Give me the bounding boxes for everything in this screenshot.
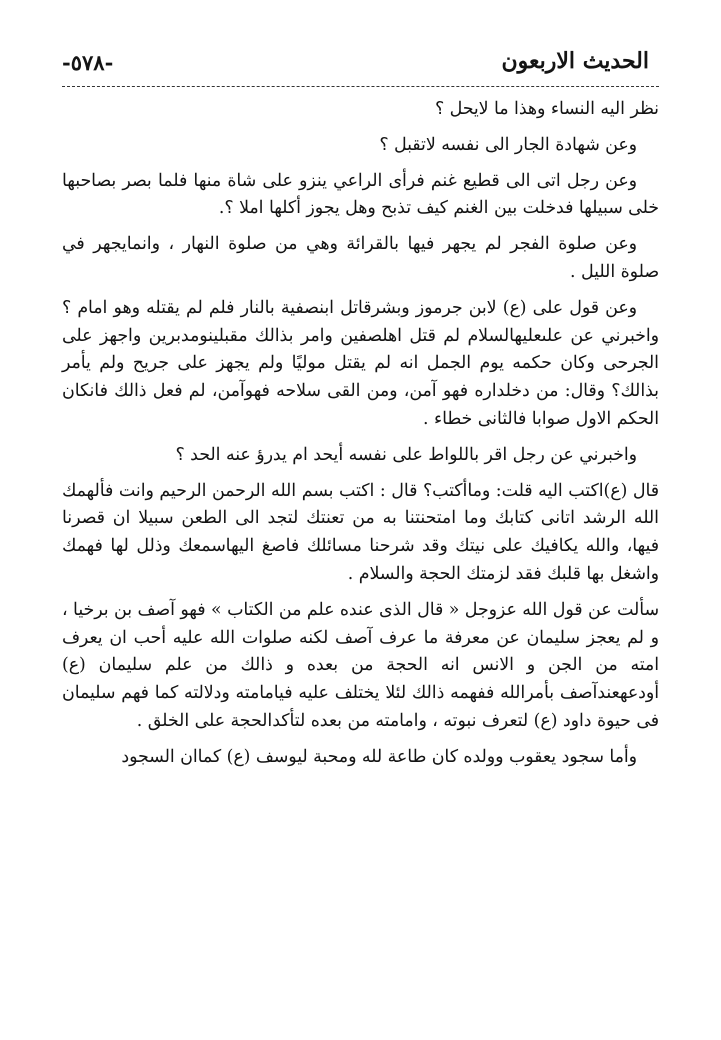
paragraph-2: وعن شهادة الجار الى نفسه لاتقبل ؟ [379,134,637,155]
paragraph-5: وعن قول على (ع) لابن جرموز وبشرقاتل ابنصفية بالنار فلم لم يقتله وهو امام ؟ واخبرني عن علىعليهالسلام لم قتل اهلصفين وامر بذالك مقبلينومدبرين واجهز على الجرحى وكان حكمه يوم الجمل انه لم يقتل موليًا ولم يجهز على جريح ولم يأمر بذالك؟ وقال: من دخلداره فهو آمن، ومن القى سلاحه فهوآمن، لم فعل ذالك فانكان الحكم الاول صوابا فالثانى خطاء . [62,297,659,429]
paragraph-7: قال (ع)اكتب اليه قلت: وماأكتب؟ قال : اكتب بسم الله الرحمن الرحيم وانت فألهمك الله الرشد اتانى كتابك وما امتحنتنا به من تعنتك لتجد الى الطعن سبيلا ان قصرنا فيها، والله يكافيك على نيتك وقد شرحنا مسائلك فاصغ اليهاسمعك وذلل لها فهمك واشغل بها قلبك فقد لزمتك الحجة والسلام . [62,480,659,584]
page-body [62,96,659,780]
paragraph-1: نظر اليه النساء وهذا ما لايحل ؟ [434,99,659,119]
paragraph-6: واخبرني عن رجل اقر باللواط على نفسه أيحد ام يدرؤ عنه الحد ؟ [175,444,637,465]
paragraph-3: وعن رجل اتى الى قطيع غنم فرأى الراعي ينزو على شاة منها فلما بصر بصاحبها خلى سبيلها فدخلت بين الغنم كيف تذبح وهل يجوز أكلها املا ؟. [62,170,659,219]
paragraph-9: وأما سجود يعقوب وولده كان طاعة لله ومحبة ليوسف (ع) كماان السجود [121,746,637,767]
page-number: -٥٧٨- [62,50,114,75]
page-header [62,46,659,87]
paragraph-4: وعن صلوة الفجر لم يجهر فيها بالقرائة وهي من صلوة النهار ، وانمايجهر في صلوة الليل . [62,234,659,282]
paragraph-8: سألت عن قول الله عزوجل « قال الذى عنده علم من الكتاب » فهو آصف بن برخيا ، و لم يعجز سليمان عن معرفة ما عرف آصف لكنه صلوات الله عليه أحب ان يعرف امته من الجن و الانس انه الحجة من بعده و ذالك من علم سليمان (ع) أودعهعندآصف بأمرالله ففهمه ذالك لئلا يختلف عليه فيامامته ودلالته كما فهم سليمان فى حيوة داود (ع) لتعرف نبوته ، وامامته من بعده لتأكدالحجة على الخلق . [61,599,659,731]
running-title: الحديث الاربعون [501,48,649,74]
